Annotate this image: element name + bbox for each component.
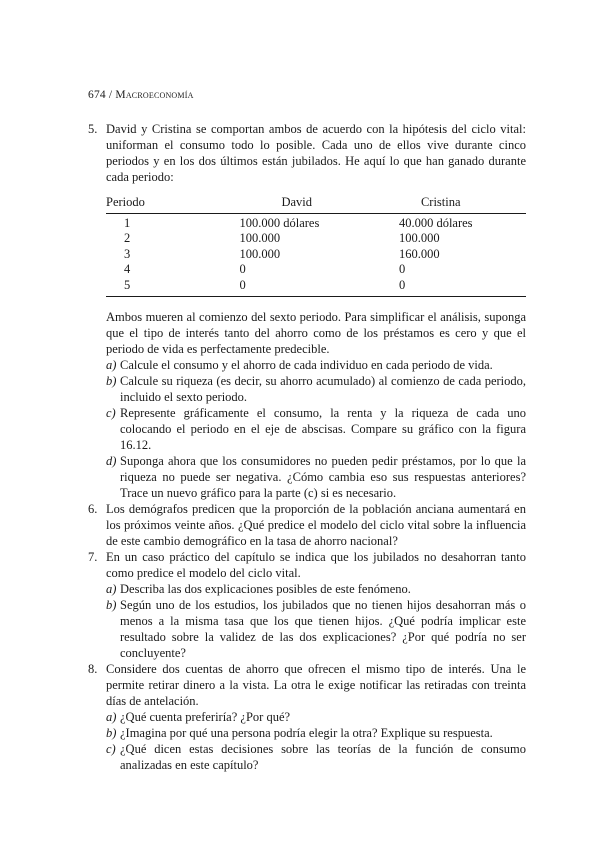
subquestion-8b xyxy=(106,725,526,741)
table-header-row xyxy=(106,195,526,213)
cell-david: 0 xyxy=(239,262,246,276)
subquestion-7b xyxy=(106,597,526,661)
column-header-david: David xyxy=(239,195,398,213)
subquestion-text: Según uno de los estudios, los jubilados que no tienen hijos desahorran más o menos a la misma tasa que los que tienen hijos. ¿Qué podría implicar este resultado sobre la validez de las dos explicaciones? ¿Por qué podría no ser concluyente? xyxy=(120,598,526,660)
cell-cristina: 160.000 xyxy=(398,246,440,261)
running-title: Macroeconomía xyxy=(115,89,194,101)
subquestion-label: a) xyxy=(106,710,117,724)
question-text: Los demógrafos predicen que la proporción de la población anciana aumentará en los próximos veinte años. ¿Qué predice el modelo del ciclo vital sobre la influencia de este cambio demográfico en la tasa de ahorro nacional? xyxy=(106,502,526,548)
subquestion-text: ¿Qué dicen estas decisiones sobre las teorías de la función de consumo analizadas en este capítulo? xyxy=(120,742,526,772)
question-5 xyxy=(88,121,526,501)
subquestion-label: a) xyxy=(106,582,117,596)
table-row xyxy=(106,231,526,247)
subquestion-label: c) xyxy=(106,406,116,420)
subquestion-text: Suponga ahora que los consumidores no pueden pedir préstamos, por lo que la riqueza no puede ser negativa. ¿Cómo cambia eso sus respuestas anteriores? Trace un nuevo gráfico para la parte (c) si es necesario. xyxy=(120,454,526,500)
question-number: 5. xyxy=(88,122,98,136)
subquestion-label: d) xyxy=(106,454,117,468)
question-continuation: Ambos mueren al comienzo del sexto periodo. Para simplificar el análisis, suponga que el tipo de interés tanto del ahorro como de los préstamos es cero y que el periodo de vida es perfectamente predecible. xyxy=(106,310,526,356)
cell-cristina: 100.000 xyxy=(398,231,440,245)
table-row xyxy=(106,278,526,297)
table-row xyxy=(106,247,526,263)
subquestion-5b xyxy=(106,373,526,405)
cell-value: 4 xyxy=(124,262,131,276)
subquestion-label: b) xyxy=(106,374,117,388)
column-header-periodo: Periodo xyxy=(106,195,239,213)
question-number: 8. xyxy=(88,662,98,676)
cell-periodo xyxy=(106,231,239,247)
cell-periodo xyxy=(106,278,239,297)
subquestion-8c xyxy=(106,741,526,773)
subquestion-label: c) xyxy=(106,742,116,756)
subquestion-text: Represente gráficamente el consumo, la renta y la riqueza de cada uno colocando el periodo en el eje de abscisas. Compare su gráfico con la figura 16.12. xyxy=(120,406,526,452)
question-6 xyxy=(88,501,526,549)
cell-cristina: 0 xyxy=(399,278,526,297)
cell-david: 0 xyxy=(239,278,398,297)
subquestion-5c xyxy=(106,405,526,453)
question-number: 6. xyxy=(88,502,98,516)
subquestion-text: ¿Imagina por qué una persona podría elegir la otra? Explique su respuesta. xyxy=(120,726,493,740)
question-text: En un caso práctico del capítulo se indica que los jubilados no desahorran tanto como predice el modelo del ciclo vital. xyxy=(106,550,526,580)
subquestion-label: b) xyxy=(106,598,117,612)
earnings-table xyxy=(106,195,526,297)
cell-periodo xyxy=(106,262,239,278)
question-7 xyxy=(88,549,526,661)
subquestion-label: a) xyxy=(106,358,117,372)
cell-value: 2 xyxy=(124,231,131,245)
subquestion-text: Describa las dos explicaciones posibles de este fenómeno. xyxy=(120,582,411,596)
cell-cristina: 40.000 dólares xyxy=(398,215,473,230)
cell-value: 3 xyxy=(124,246,131,261)
column-header-cristina: Cristina xyxy=(399,195,526,213)
subquestion-label: b) xyxy=(106,726,117,740)
subquestion-7a xyxy=(106,581,526,597)
exercise-list xyxy=(88,121,526,773)
cell-periodo xyxy=(106,247,239,263)
table-row xyxy=(106,213,526,231)
header-separator: / xyxy=(105,89,116,101)
cell-david: 100.000 xyxy=(239,231,281,245)
subquestion-5d xyxy=(106,453,526,501)
subquestion-text: ¿Qué cuenta preferiría? ¿Por qué? xyxy=(120,710,291,724)
cell-value: 5 xyxy=(124,277,131,292)
question-number: 7. xyxy=(88,550,98,564)
subquestion-text: Calcule su riqueza (es decir, su ahorro acumulado) al comienzo de cada periodo, incluido el sexto periodo. xyxy=(120,374,526,404)
running-header xyxy=(88,89,194,101)
cell-value: 1 xyxy=(124,215,131,230)
question-8 xyxy=(88,661,526,773)
page-number: 674 xyxy=(88,89,106,101)
question-text: Considere dos cuentas de ahorro que ofrecen el mismo tipo de interés. Una le permite retirar dinero a la vista. La otra le exige notificar las retiradas con treinta días de antelación. xyxy=(106,662,526,708)
question-text: David y Cristina se comportan ambos de acuerdo con la hipótesis del ciclo vital: uniforman el consumo todo lo posible. Cada uno de ellos vive durante cinco periodos y en los dos últimos están jubilados. He aquí lo que han ganado durante cada periodo: xyxy=(106,122,526,184)
table-row xyxy=(106,262,526,278)
cell-cristina: 0 xyxy=(398,262,406,276)
subquestion-8a xyxy=(106,709,526,725)
cell-david: 100.000 xyxy=(239,246,281,261)
cell-periodo xyxy=(106,213,239,231)
subquestion-text: Calcule el consumo y el ahorro de cada individuo en cada periodo de vida. xyxy=(120,358,493,372)
subquestion-5a xyxy=(106,357,526,373)
cell-david: 100.000 dólares xyxy=(239,215,320,230)
